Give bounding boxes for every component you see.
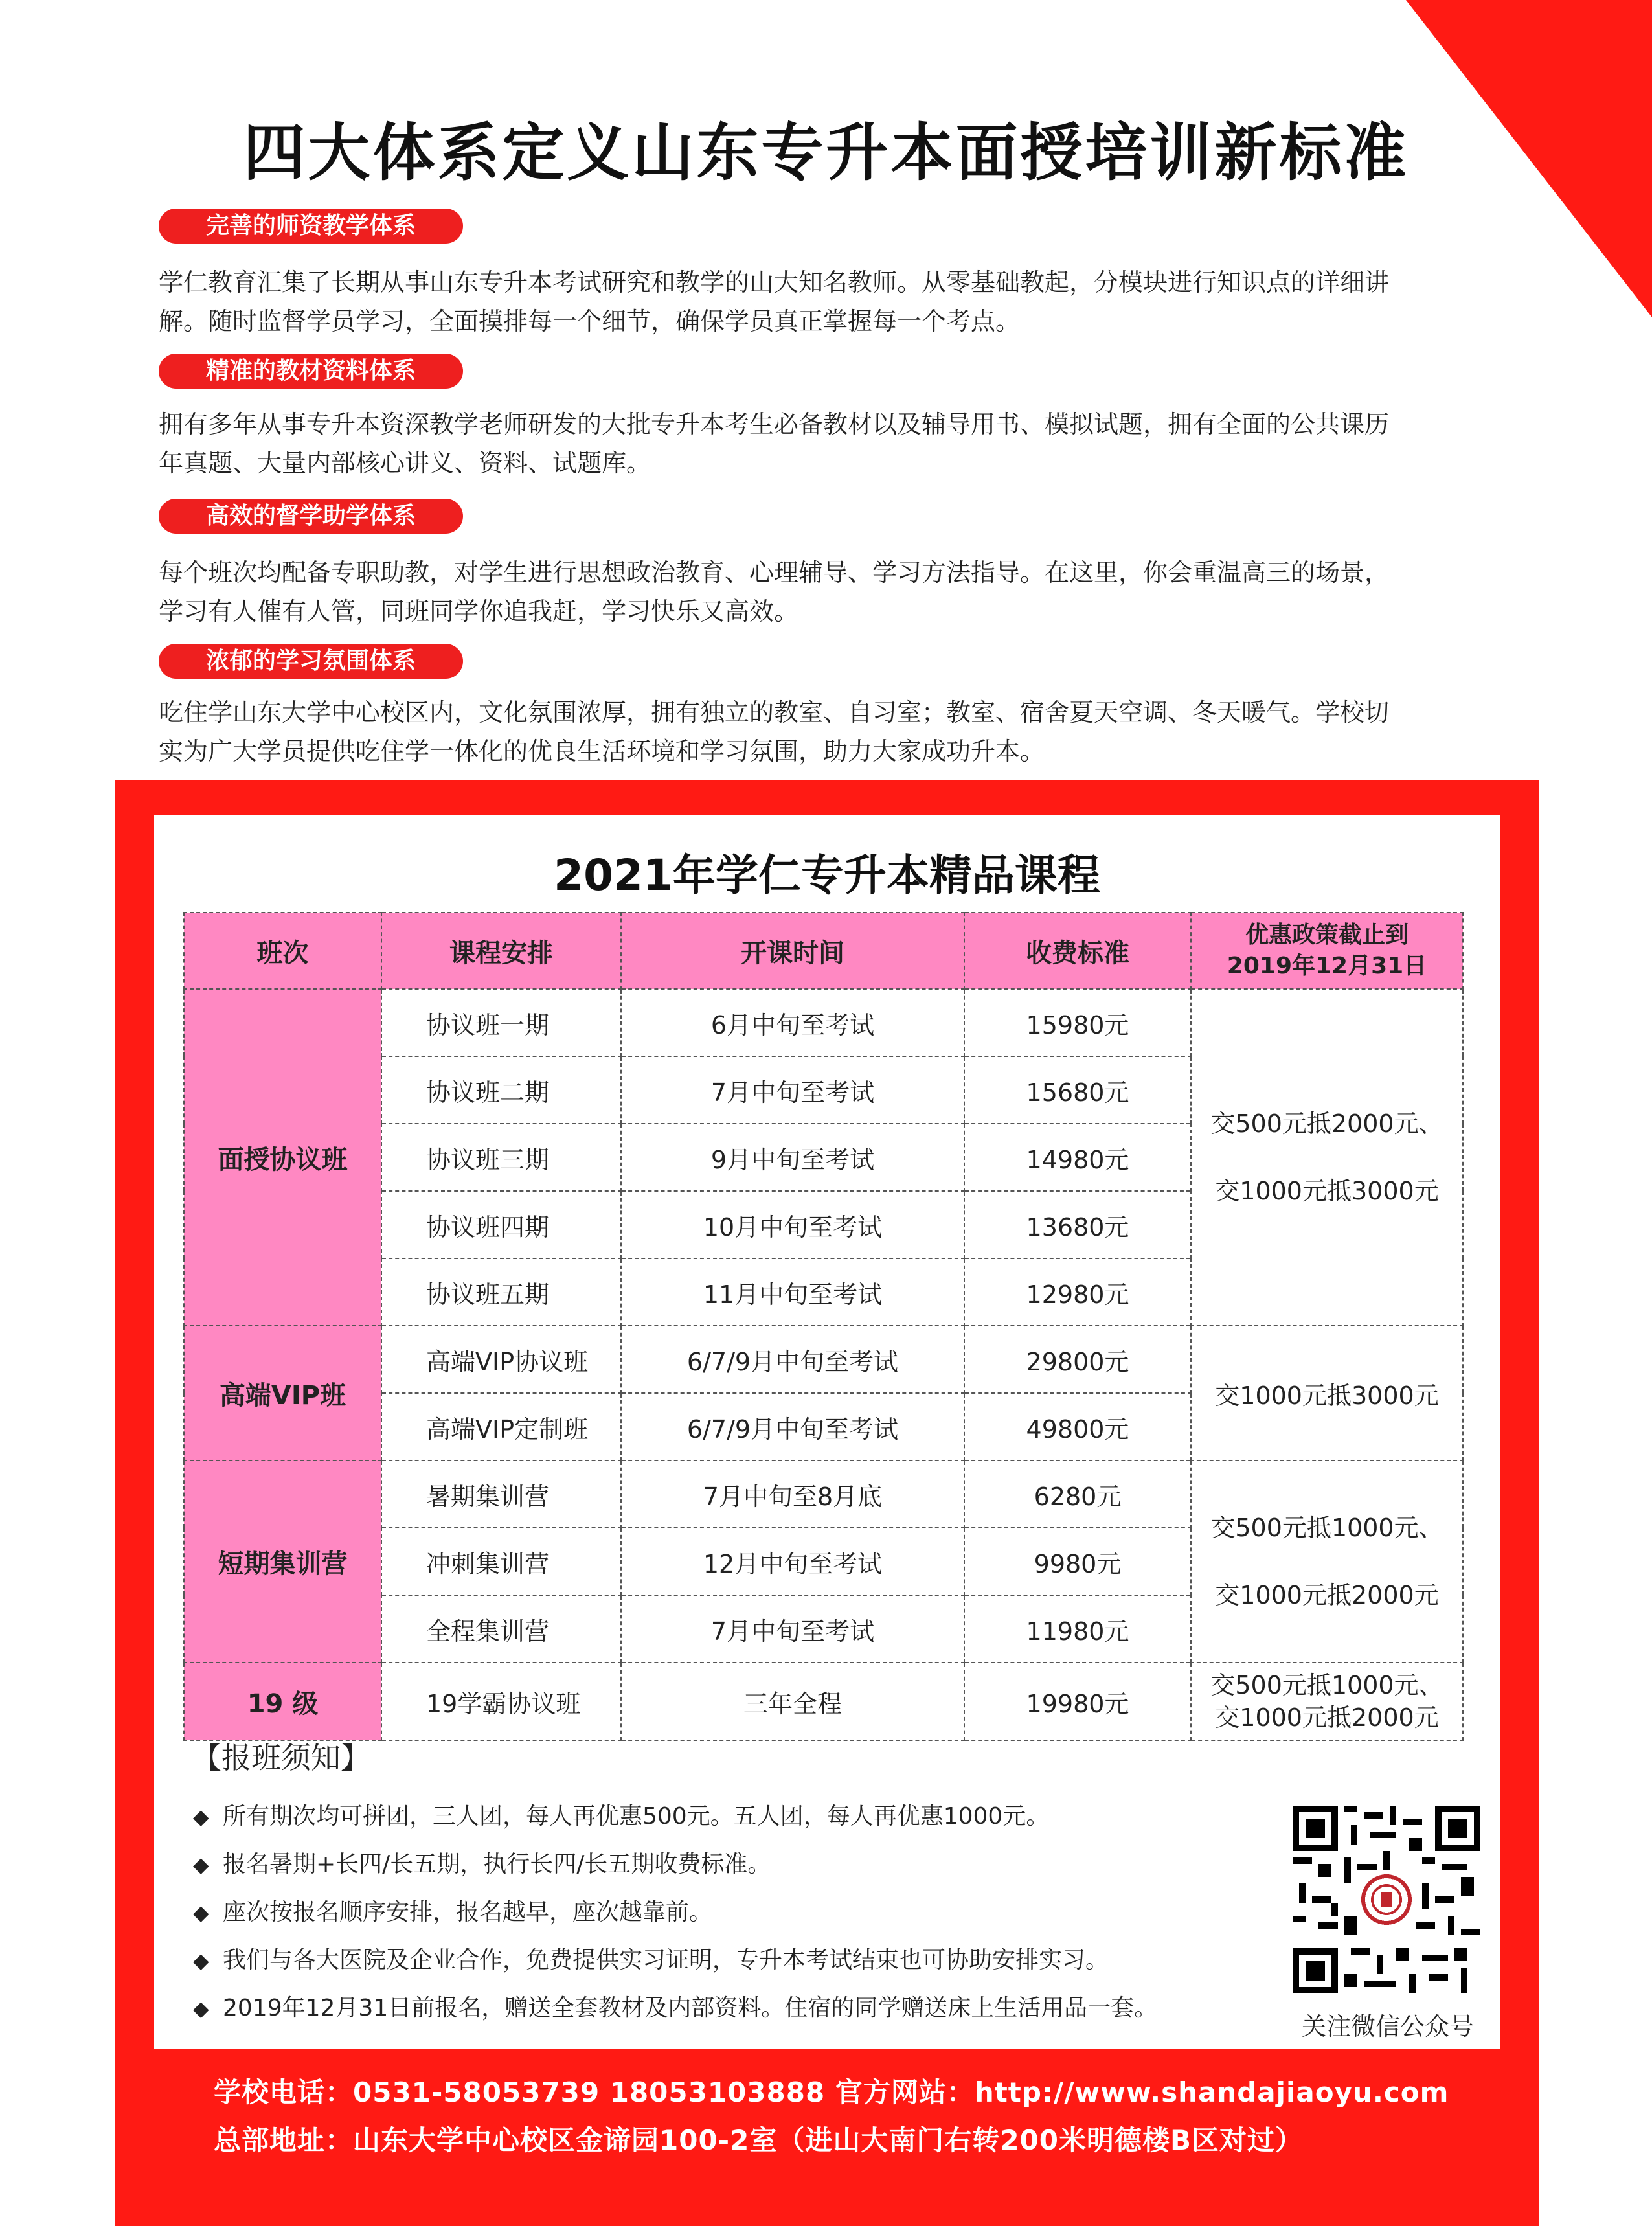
notice-item-text: 我们与各大医院及企业合作，免费提供实习证明，专升本考试结束也可协助安排实习。 (223, 1947, 1109, 1973)
policy-line: 交500元抵1000元、 (1210, 1514, 1443, 1542)
qr-caption: 关注微信公众号 (1301, 2012, 1474, 2041)
start-cell: 三年全程 (621, 1663, 964, 1740)
fee-cell: 6280元 (964, 1460, 1191, 1528)
table-row (184, 1460, 1463, 1528)
start-cell: 7月中旬至8月底 (621, 1460, 964, 1528)
fee-cell: 19980元 (964, 1663, 1191, 1740)
text-line: 学习有人催有人管，同班同学你追我赶，学习快乐又高效。 (159, 597, 799, 626)
section-text-teachers (159, 263, 1486, 341)
course-cell: 协议班二期 (381, 1056, 621, 1124)
notice-item (193, 1936, 1157, 1984)
text-line: 每个班次均配备专职助教，对学生进行思想政治教育、心理辅导、学习方法指导。在这里，你会重温高三的场景， (159, 558, 1390, 587)
course-cell: 高端VIP定制班 (381, 1393, 621, 1460)
policy-cell (1191, 1663, 1463, 1740)
category-cell: 19 级 (184, 1663, 381, 1740)
notice-item (193, 1889, 1157, 1936)
policy-line: 交1000元抵3000元 (1215, 1381, 1439, 1410)
section-text-supervision (159, 553, 1486, 631)
section-heading-atmosphere: 浓郁的学习氛围体系 (159, 644, 463, 679)
table-header-row (184, 913, 1463, 989)
category-cell: 高端VIP班 (184, 1326, 381, 1460)
footer-address: 总部地址：山东大学中心校区金谛园100-2室（进山大南门右转200米明德楼B区对过） (214, 2124, 1304, 2156)
policy-line: 交500元抵1000元、 (1210, 1671, 1443, 1699)
fee-cell: 14980元 (964, 1124, 1191, 1191)
start-cell: 7月中旬至考试 (621, 1056, 964, 1124)
notice-title: 【报班须知】 (192, 1740, 370, 1775)
text-line: 拥有多年从事专升本资深教学老师研发的大批专升本考生必备教材以及辅导用书、模拟试题，拥有全面的公共课历 (159, 410, 1390, 438)
policy-line: 交1000元抵2000元 (1215, 1581, 1439, 1609)
diamond-bullet-icon: ◆ (193, 1852, 209, 1877)
fee-cell: 9980元 (964, 1528, 1191, 1595)
category-cell: 短期集训营 (184, 1460, 381, 1663)
course-cell: 19学霸协议班 (381, 1663, 621, 1740)
diamond-bullet-icon: ◆ (193, 1804, 209, 1829)
header-course: 课程安排 (381, 913, 621, 989)
course-cell: 全程集训营 (381, 1595, 621, 1663)
course-table-title: 2021年学仁专升本精品课程 (554, 850, 1100, 900)
course-cell: 高端VIP协议班 (381, 1326, 621, 1393)
header-policy-line1: 优惠政策截止到 (1245, 922, 1409, 948)
course-table (183, 912, 1464, 1741)
section-text-atmosphere (159, 693, 1486, 771)
table-row (184, 989, 1463, 1056)
category-cell: 面授协议班 (184, 989, 381, 1326)
fee-cell: 49800元 (964, 1393, 1191, 1460)
policy-line: 交1000元抵3000元 (1215, 1177, 1439, 1205)
notice-list (193, 1793, 1157, 2032)
policy-line: 交500元抵2000元、 (1210, 1109, 1443, 1138)
notice-item-text: 所有期次均可拼团，三人团，每人再优惠500元。五人团，每人再优惠1000元。 (223, 1803, 1050, 1830)
policy-cell (1191, 1460, 1463, 1663)
page-title: 四大体系定义山东专升本面授培训新标准 (243, 117, 1409, 189)
text-line: 年真题、大量内部核心讲义、资料、试题库。 (159, 449, 651, 477)
diamond-bullet-icon: ◆ (193, 1900, 209, 1925)
notice-item-text: 2019年12月31日前报名，赠送全套教材及内部资料。住宿的同学赠送床上生活用品一套。 (223, 1995, 1158, 2021)
diamond-bullet-icon: ◆ (193, 1996, 209, 2021)
header-category: 班次 (184, 913, 381, 989)
footer-phone-website: 学校电话：0531-58053739 18053103888 官方网站：http://www.shandajiaoyu.com (214, 2076, 1449, 2108)
start-cell: 7月中旬至考试 (621, 1595, 964, 1663)
fee-cell: 13680元 (964, 1191, 1191, 1258)
notice-item (193, 1984, 1157, 2032)
policy-cell (1191, 1326, 1463, 1460)
table-row (184, 1663, 1463, 1740)
start-cell: 6月中旬至考试 (621, 989, 964, 1056)
course-cell: 协议班四期 (381, 1191, 621, 1258)
header-start: 开课时间 (621, 913, 964, 989)
notice-item (193, 1841, 1157, 1889)
start-cell: 12月中旬至考试 (621, 1528, 964, 1595)
start-cell: 6/7/9月中旬至考试 (621, 1393, 964, 1460)
fee-cell: 15980元 (964, 989, 1191, 1056)
course-panel (154, 815, 1500, 2049)
fee-cell: 12980元 (964, 1258, 1191, 1326)
policy-line: 交1000元抵2000元 (1215, 1703, 1439, 1732)
header-policy-line2: 2019年12月31日 (1227, 953, 1427, 979)
course-cell: 协议班一期 (381, 989, 621, 1056)
header-policy (1191, 913, 1463, 989)
notice-item-text: 报名暑期+长四/长五期，执行长四/长五期收费标准。 (223, 1851, 771, 1878)
section-heading-supervision: 高效的督学助学体系 (159, 499, 463, 534)
table-row (184, 1326, 1463, 1393)
start-cell: 11月中旬至考试 (621, 1258, 964, 1326)
fee-cell: 11980元 (964, 1595, 1191, 1663)
text-line: 实为广大学员提供吃住学一体化的优良生活环境和学习氛围，助力大家成功升本。 (159, 737, 1045, 766)
policy-cell (1191, 989, 1463, 1326)
course-cell: 协议班五期 (381, 1258, 621, 1326)
section-text-materials (159, 405, 1486, 483)
section-heading-materials: 精准的教材资料体系 (159, 354, 463, 389)
text-line: 学仁教育汇集了长期从事山东专升本考试研究和教学的山大知名教师。从零基础教起，分模块进行知识点的详细讲 (159, 268, 1390, 297)
fee-cell: 29800元 (964, 1326, 1191, 1393)
fee-cell: 15680元 (964, 1056, 1191, 1124)
diamond-bullet-icon: ◆ (193, 1948, 209, 1973)
section-heading-teachers: 完善的师资教学体系 (159, 209, 463, 244)
text-line: 吃住学山东大学中心校区内，文化氛围浓厚，拥有独立的教室、自习室；教室、宿舍夏天空调、冬天暖气。学校切 (159, 698, 1390, 727)
text-line: 解。随时监督学员学习，全面摸排每一个细节，确保学员真正掌握每一个考点。 (159, 307, 1021, 335)
header-fee: 收费标准 (964, 913, 1191, 989)
notice-item (193, 1793, 1157, 1841)
start-cell: 10月中旬至考试 (621, 1191, 964, 1258)
course-cell: 冲刺集训营 (381, 1528, 621, 1595)
qr-code-icon[interactable] (1293, 1806, 1480, 1993)
notice-item-text: 座次按报名顺序安排，报名越早，座次越靠前。 (223, 1899, 713, 1925)
start-cell: 9月中旬至考试 (621, 1124, 964, 1191)
start-cell: 6/7/9月中旬至考试 (621, 1326, 964, 1393)
course-cell: 协议班三期 (381, 1124, 621, 1191)
course-cell: 暑期集训营 (381, 1460, 621, 1528)
